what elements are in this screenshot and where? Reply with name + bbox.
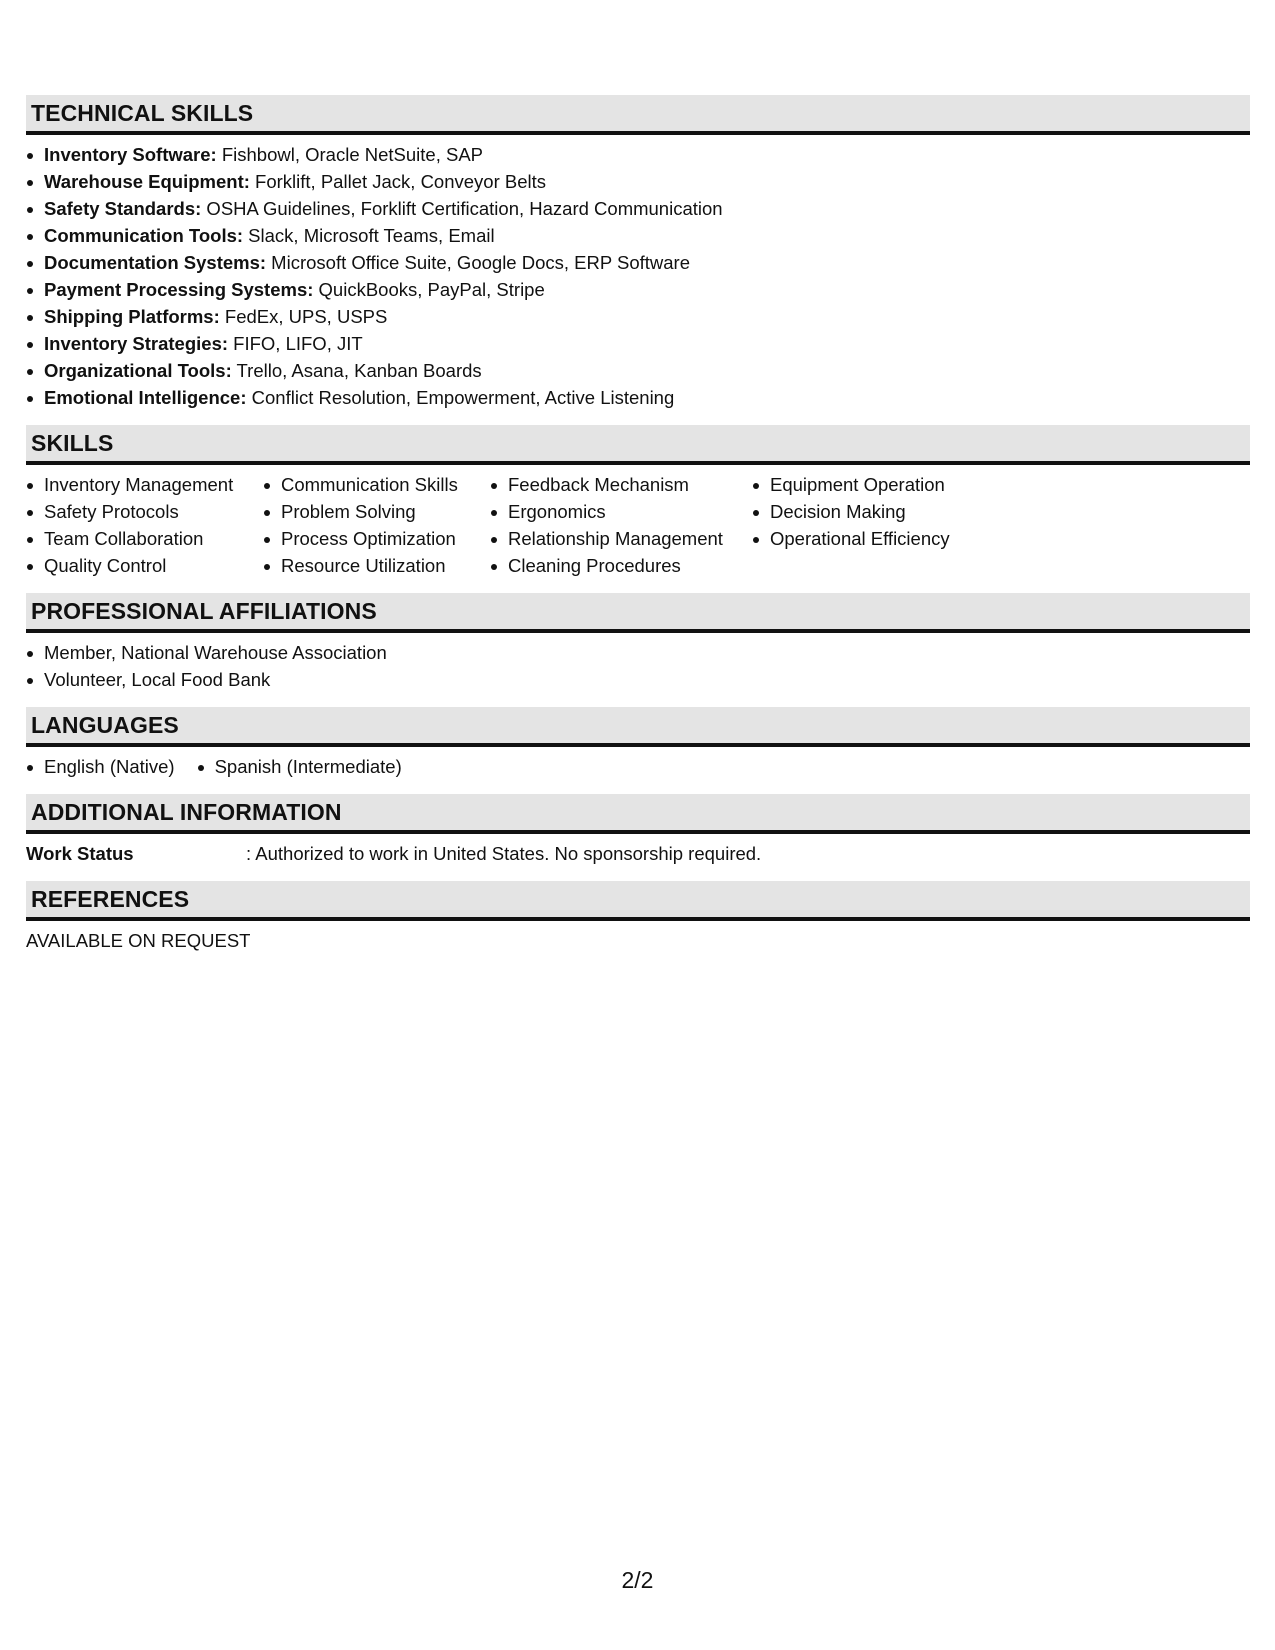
skill-values: Microsoft Office Suite, Google Docs, ERP Software bbox=[266, 252, 691, 273]
list-item: Ergonomics bbox=[490, 498, 730, 525]
list-item bbox=[26, 195, 1250, 222]
section-header bbox=[26, 593, 1250, 633]
info-row bbox=[26, 834, 1250, 867]
list-item: Team Collaboration bbox=[26, 525, 241, 552]
section-title: TECHNICAL SKILLS bbox=[31, 99, 254, 126]
list-item: Feedback Mechanism bbox=[490, 471, 730, 498]
section-title: SKILLS bbox=[31, 429, 114, 456]
list-item bbox=[26, 330, 1250, 357]
list-item: Inventory Management bbox=[26, 471, 241, 498]
section-header bbox=[26, 425, 1250, 465]
list-item: Equipment Operation bbox=[752, 471, 972, 498]
list-item: Relationship Management bbox=[490, 525, 730, 552]
list-item: Cleaning Procedures bbox=[490, 552, 730, 579]
section-header bbox=[26, 95, 1250, 135]
skill-values: Slack, Microsoft Teams, Email bbox=[243, 225, 495, 246]
section-header bbox=[26, 707, 1250, 747]
skill-category: Payment Processing Systems: bbox=[44, 279, 314, 300]
skill-values: Forklift, Pallet Jack, Conveyor Belts bbox=[249, 171, 547, 192]
skill-values: OSHA Guidelines, Forklift Certification, Hazard Communication bbox=[201, 198, 723, 219]
work-status-value: : Authorized to work in United States. No sponsorship required. bbox=[246, 843, 762, 864]
skills-column bbox=[263, 471, 468, 579]
list-item bbox=[26, 141, 1250, 168]
skills-column bbox=[490, 471, 730, 579]
list-item: Member, National Warehouse Association bbox=[26, 639, 1250, 666]
skill-category: Inventory Strategies: bbox=[44, 333, 229, 354]
list-item: Process Optimization bbox=[263, 525, 468, 552]
skills-column bbox=[752, 471, 972, 579]
references-text: AVAILABLE ON REQUEST bbox=[26, 930, 251, 951]
section-title: PROFESSIONAL AFFILIATIONS bbox=[31, 597, 377, 624]
list-item: Spanish (Intermediate) bbox=[197, 753, 402, 780]
skill-values: FedEx, UPS, USPS bbox=[219, 306, 388, 327]
languages-list bbox=[26, 747, 1250, 780]
references-section bbox=[26, 881, 1250, 954]
list-item: Volunteer, Local Food Bank bbox=[26, 666, 1250, 693]
list-item: English (Native) bbox=[26, 753, 175, 780]
resume-page bbox=[26, 95, 1250, 968]
skill-category: Emotional Intelligence: bbox=[44, 387, 247, 408]
technical-skills-section bbox=[26, 95, 1250, 411]
list-item bbox=[26, 276, 1250, 303]
skill-category: Safety Standards: bbox=[44, 198, 202, 219]
skills-section bbox=[26, 425, 1250, 579]
skill-values: QuickBooks, PayPal, Stripe bbox=[313, 279, 545, 300]
languages-section bbox=[26, 707, 1250, 780]
affiliations-section bbox=[26, 593, 1250, 693]
skill-category: Warehouse Equipment: bbox=[44, 171, 250, 192]
skill-values: Trello, Asana, Kanban Boards bbox=[231, 360, 482, 381]
section-header bbox=[26, 794, 1250, 834]
list-item bbox=[26, 357, 1250, 384]
skill-category: Communication Tools: bbox=[44, 225, 244, 246]
skills-column bbox=[26, 471, 241, 579]
list-item bbox=[26, 303, 1250, 330]
section-title: LANGUAGES bbox=[31, 711, 179, 738]
list-item: Problem Solving bbox=[263, 498, 468, 525]
section-title: REFERENCES bbox=[31, 885, 190, 912]
skills-grid bbox=[26, 465, 1250, 579]
list-item: Decision Making bbox=[752, 498, 972, 525]
page-number: 2/2 bbox=[621, 1567, 654, 1593]
skill-values: Fishbowl, Oracle NetSuite, SAP bbox=[216, 144, 484, 165]
list-item: Resource Utilization bbox=[263, 552, 468, 579]
skill-values: FIFO, LIFO, JIT bbox=[228, 333, 363, 354]
affiliations-list bbox=[26, 633, 1250, 693]
list-item bbox=[26, 249, 1250, 276]
list-item bbox=[26, 384, 1250, 411]
list-item: Quality Control bbox=[26, 552, 241, 579]
work-status-label: Work Status bbox=[26, 843, 134, 864]
section-title: ADDITIONAL INFORMATION bbox=[31, 798, 342, 825]
list-item: Communication Skills bbox=[263, 471, 468, 498]
skill-category: Shipping Platforms: bbox=[44, 306, 220, 327]
list-item bbox=[26, 168, 1250, 195]
skill-category: Documentation Systems: bbox=[44, 252, 267, 273]
technical-skills-list bbox=[26, 135, 1250, 411]
list-item: Operational Efficiency bbox=[752, 525, 972, 552]
skill-values: Conflict Resolution, Empowerment, Active Listening bbox=[246, 387, 675, 408]
skill-category: Inventory Software: bbox=[44, 144, 217, 165]
additional-info-section bbox=[26, 794, 1250, 867]
list-item: Safety Protocols bbox=[26, 498, 241, 525]
skill-category: Organizational Tools: bbox=[44, 360, 232, 381]
section-header bbox=[26, 881, 1250, 921]
list-item bbox=[26, 222, 1250, 249]
